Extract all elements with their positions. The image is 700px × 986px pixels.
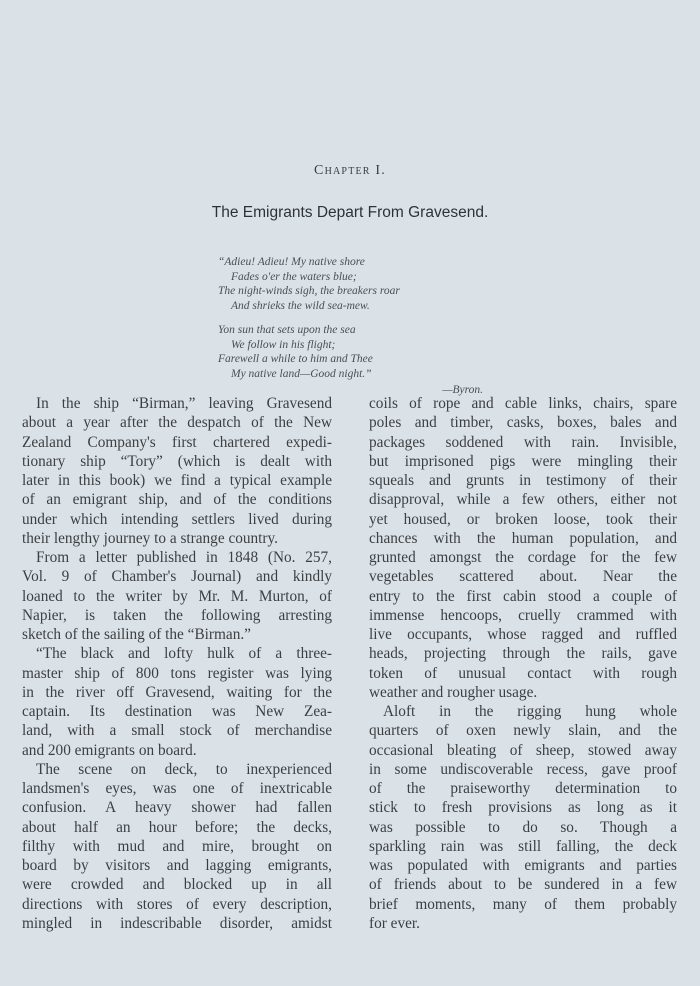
- poem-line: “Adieu! Adieu! My native shore: [218, 256, 365, 268]
- text-line: The scene on deck, to inexperienced: [36, 760, 332, 778]
- text-line: captain. Its destination was New Zea-: [22, 703, 332, 720]
- text-line: “The black and lofty hulk of a three-: [36, 645, 332, 663]
- poem-line: Yon sun that sets upon the sea: [218, 323, 356, 336]
- text-line: confusion. A heavy shower had fallen: [22, 799, 332, 817]
- poem-line: Fades o'er the waters blue;: [231, 270, 357, 283]
- text-line: in the river off Gravesend, waiting for the: [22, 683, 332, 701]
- poem-attribution: —Byron.: [442, 383, 483, 396]
- text-line: Zealand Company's first chartered expedi-: [22, 433, 332, 451]
- right-text-column: [369, 394, 677, 933]
- text-line: directions with stores of every description,: [22, 895, 332, 913]
- text-line: in some undiscoverable recess, gave proof: [369, 760, 677, 778]
- poem-line: The night-winds sigh, the breakers roar: [218, 285, 400, 298]
- text-line: was possible to do so. Though a: [369, 818, 677, 836]
- text-line: of an emigrant ship, and of the conditions: [22, 491, 332, 509]
- text-line: weather and rougher usage.: [369, 683, 538, 701]
- text-line: squeals and grunts in testimony of their: [369, 472, 677, 489]
- poem-line: Farewell a while to him and Thee: [218, 353, 373, 366]
- text-line: and 200 emigrants on board.: [22, 741, 197, 759]
- text-line: was populated with emigrants and parties: [369, 857, 677, 874]
- text-line: brief moments, many of them probably: [369, 895, 677, 913]
- left-text-column: [22, 394, 332, 933]
- chapter-heading: Chapter I.: [314, 163, 386, 178]
- text-line: coils of rope and cable links, chairs, spare: [369, 395, 677, 412]
- text-line: Vol. 9 of Chamber's Journal) and kindly: [22, 568, 332, 586]
- text-line: From a letter published in 1848 (No. 257,: [36, 549, 332, 566]
- text-line: chances with the human population, and: [369, 529, 677, 547]
- text-line: tionary ship “Tory” (which is dealt with: [22, 452, 332, 470]
- text-line: master ship of 800 tons register was lying: [22, 664, 332, 682]
- text-line: were crowded and blocked up in all: [22, 876, 332, 894]
- text-line: their lengthy journey to a strange country.: [22, 529, 279, 547]
- text-line: mingled in indescribable disorder, amidst: [22, 914, 332, 932]
- text-line: landsmen's eyes, was one of inextricable: [22, 780, 332, 797]
- text-line: disapproval, while a few others, either not: [369, 491, 677, 509]
- poem-line: My native land—Good night.”: [231, 367, 372, 380]
- text-line: Napier, is taken the following arresting: [22, 606, 332, 624]
- chapter-title: The Emigrants Depart From Gravesend.: [211, 204, 489, 221]
- text-line: heads, projecting through the rails, gave: [369, 645, 677, 663]
- text-line: In the ship “Birman,” leaving Gravesend: [36, 395, 332, 412]
- text-line: Aloft in the rigging hung whole: [383, 703, 677, 720]
- text-line: occasional bleating of sheep, stowed away: [369, 741, 677, 759]
- poem-line: We follow in his flight;: [231, 338, 336, 351]
- text-line: sketch of the sailing of the “Birman.”: [22, 626, 251, 643]
- text-line: filthy with mud and mire, brought on: [22, 837, 332, 855]
- text-line: poles and timber, casks, boxes, bales and: [369, 414, 677, 432]
- text-line: about a year after the despatch of the New: [22, 414, 332, 432]
- text-line: later in this book) we find a typical example: [22, 472, 332, 489]
- text-line: board by visitors and lagging emigrants,: [22, 857, 332, 874]
- text-line: grunted amongst the cordage for the few: [369, 549, 677, 566]
- text-line: under which intending settlers lived during: [22, 510, 332, 528]
- text-line: live occupants, whose ragged and ruffled: [369, 626, 677, 643]
- text-line: land, with a small stock of merchandise: [22, 722, 332, 740]
- text-line: loaned to the writer by Mr. M. Murton, of: [22, 587, 332, 605]
- text-line: immense hencoops, cruelly crammed with: [369, 606, 677, 624]
- text-line: about half an hour before; the decks,: [22, 818, 332, 836]
- text-line: for ever.: [369, 914, 420, 932]
- text-line: sparkling rain was still falling, the deck: [369, 837, 677, 855]
- text-line: token of unusual contact with rough: [369, 664, 677, 682]
- text-line: of friends about to be sundered in a few: [369, 876, 677, 894]
- text-line: quarters of oxen newly slain, and the: [369, 722, 677, 740]
- epigraph-poem: [218, 255, 488, 397]
- text-line: stick to fresh provisions as long as it: [369, 799, 677, 817]
- text-line: entry to the first cabin stood a couple of: [369, 587, 677, 605]
- poem-line: And shrieks the wild sea-mew.: [231, 300, 370, 313]
- text-line: of the praiseworthy determination to: [369, 780, 677, 797]
- text-line: but imprisoned pigs were mingling their: [369, 452, 677, 470]
- text-line: yet housed, or broken loose, took their: [369, 510, 677, 528]
- text-line: packages soddened with rain. Invisible,: [369, 433, 677, 451]
- text-line: vegetables scattered about. Near the: [369, 568, 677, 586]
